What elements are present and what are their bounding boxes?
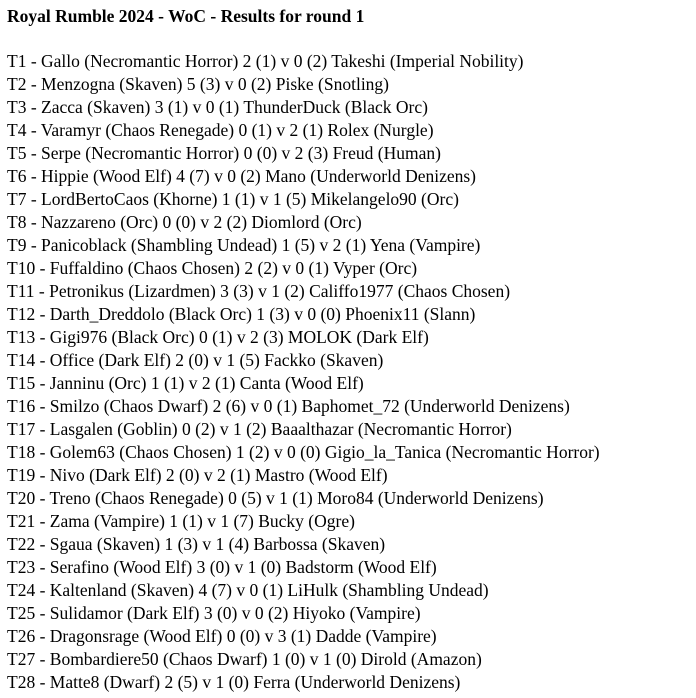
result-line: T22 - Sgaua (Skaven) 1 (3) v 1 (4) Barbossa (Skaven): [7, 534, 386, 554]
result-line: T8 - Nazzareno (Orc) 0 (0) v 2 (2) Diomlord (Orc): [7, 212, 362, 232]
result-line: T24 - Kaltenland (Skaven) 4 (7) v 0 (1) LiHulk (Shambling Undead): [7, 580, 489, 600]
result-line: T16 - Smilzo (Chaos Dwarf) 2 (6) v 0 (1) Baphomet_72 (Underworld Denizens): [7, 396, 570, 416]
result-line: T3 - Zacca (Skaven) 3 (1) v 0 (1) ThunderDuck (Black Orc): [7, 97, 428, 117]
page-title: Royal Rumble 2024 - WoC - Results for round 1: [7, 6, 365, 26]
result-line: T25 - Sulidamor (Dark Elf) 3 (0) v 0 (2) Hiyoko (Vampire): [7, 603, 421, 623]
result-line: T11 - Petronikus (Lizardmen) 3 (3) v 1 (2) Califfo1977 (Chaos Chosen): [7, 281, 511, 301]
result-line: T19 - Nivo (Dark Elf) 2 (0) v 2 (1) Mastro (Wood Elf): [7, 465, 388, 485]
result-line: T2 - Menzogna (Skaven) 5 (3) v 0 (2) Piske (Snotling): [7, 74, 390, 94]
result-line: T13 - Gigi976 (Black Orc) 0 (1) v 2 (3) MOLOK (Dark Elf): [7, 327, 429, 347]
result-line: T7 - LordBertoCaos (Khorne) 1 (1) v 1 (5) Mikelangelo90 (Orc): [7, 189, 459, 209]
result-line: T10 - Fuffaldino (Chaos Chosen) 2 (2) v 0 (1) Vyper (Orc): [7, 258, 418, 278]
result-line: T18 - Golem63 (Chaos Chosen) 1 (2) v 0 (0) Gigio_la_Tanica (Necromantic Horror): [7, 442, 600, 462]
result-line: T5 - Serpe (Necromantic Horror) 0 (0) v 2 (3) Freud (Human): [7, 143, 441, 163]
result-line: T23 - Serafino (Wood Elf) 3 (0) v 1 (0) Badstorm (Wood Elf): [7, 557, 437, 577]
result-line: T28 - Matte8 (Dwarf) 2 (5) v 1 (0) Ferra (Underworld Denizens): [7, 672, 461, 692]
result-line: T17 - Lasgalen (Goblin) 0 (2) v 1 (2) Baaalthazar (Necromantic Horror): [7, 419, 512, 439]
result-line: T15 - Janninu (Orc) 1 (1) v 2 (1) Canta (Wood Elf): [7, 373, 364, 393]
result-line: T9 - Panicoblack (Shambling Undead) 1 (5) v 2 (1) Yena (Vampire): [7, 235, 481, 255]
result-line: T26 - Dragonsrage (Wood Elf) 0 (0) v 3 (1) Dadde (Vampire): [7, 626, 437, 646]
result-line: T4 - Varamyr (Chaos Renegade) 0 (1) v 2 (1) Rolex (Nurgle): [7, 120, 434, 140]
result-line: T20 - Treno (Chaos Renegade) 0 (5) v 1 (1) Moro84 (Underworld Denizens): [7, 488, 544, 508]
results-list: [7, 50, 600, 694]
result-line: T21 - Zama (Vampire) 1 (1) v 1 (7) Bucky (Ogre): [7, 511, 355, 531]
result-line: T1 - Gallo (Necromantic Horror) 2 (1) v 0 (2) Takeshi (Imperial Nobility): [7, 51, 524, 71]
result-line: T12 - Darth_Dreddolo (Black Orc) 1 (3) v 0 (0) Phoenix11 (Slann): [7, 304, 476, 324]
result-line: T14 - Office (Dark Elf) 2 (0) v 1 (5) Fackko (Skaven): [7, 350, 384, 370]
result-line: T27 - Bombardiere50 (Chaos Dwarf) 1 (0) v 1 (0) Dirold (Amazon): [7, 649, 482, 669]
result-line: T6 - Hippie (Wood Elf) 4 (7) v 0 (2) Mano (Underworld Denizens): [7, 166, 477, 186]
